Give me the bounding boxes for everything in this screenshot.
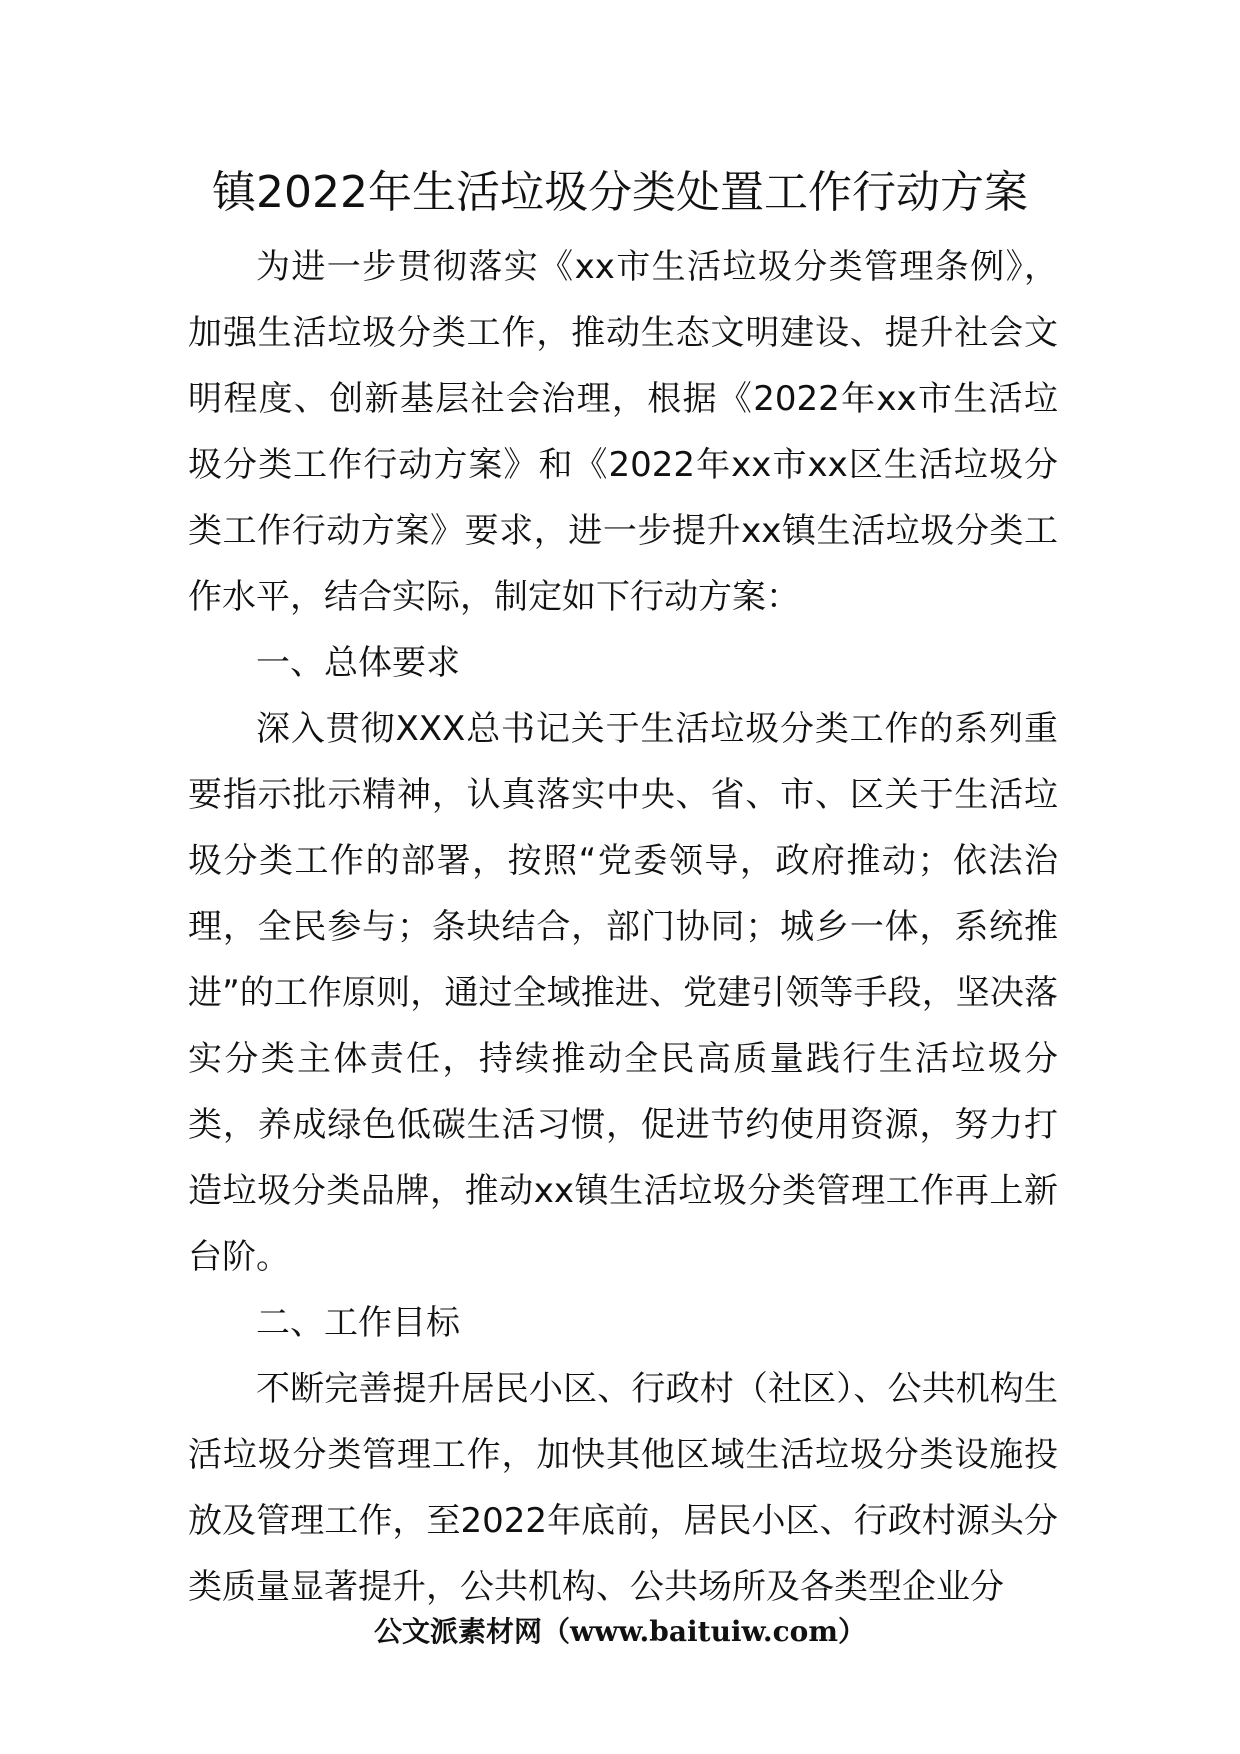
section-heading-work-goals: 二、工作目标 [256,1303,460,1343]
section-heading-general-requirements: 一、总体要求 [256,643,460,683]
paragraph-general-requirements: 深入贯彻XXX总书记关于生活垃圾分类工作的系列重要指示批示精神，认真落实中央、省、市、区关于生活垃圾分类工作的部署，按照“党委领导，政府推动；依法治理，全民参与；条块结合，部门协同；城乡一体，系统推进”的工作原则，通过全域推进、党建引领等手段，坚决落实分类主体责任，持续推动全民高质量践行生活垃圾分类，养成绿色低碳生活习惯，促进节约使用资源，努力打造垃圾分类品牌，推动xx镇生活垃圾分类管理工作再上新台阶。 [188,709,1058,1277]
paragraph-work-goals: 不断完善提升居民小区、行政村（社区）、公共机构生活垃圾分类管理工作，加快其他区域生活垃圾分类设施投放及管理工作，至2022年底前，居民小区、行政村源头分类质量显著提升，公共机构、公共场所及各类型企业分 [188,1369,1058,1607]
document-body [188,234,1058,1620]
document-title: 镇2022年生活垃圾分类处置工作行动方案 [212,167,1028,218]
source-watermark-footer: 公文派素材网（www.baituiw.com） [374,1615,866,1648]
paragraph-intro: 为进一步贯彻落实《xx市生活垃圾分类管理条例》，加强生活垃圾分类工作，推动生态文明建设、提升社会文明程度、创新基层社会治理，根据《2022年xx市生活垃圾分类工作行动方案》和《2022年xx市xx区生活垃圾分类工作行动方案》要求，进一步提升xx镇生活垃圾分类工作水平，结合实际，制定如下行动方案： [188,247,1058,617]
